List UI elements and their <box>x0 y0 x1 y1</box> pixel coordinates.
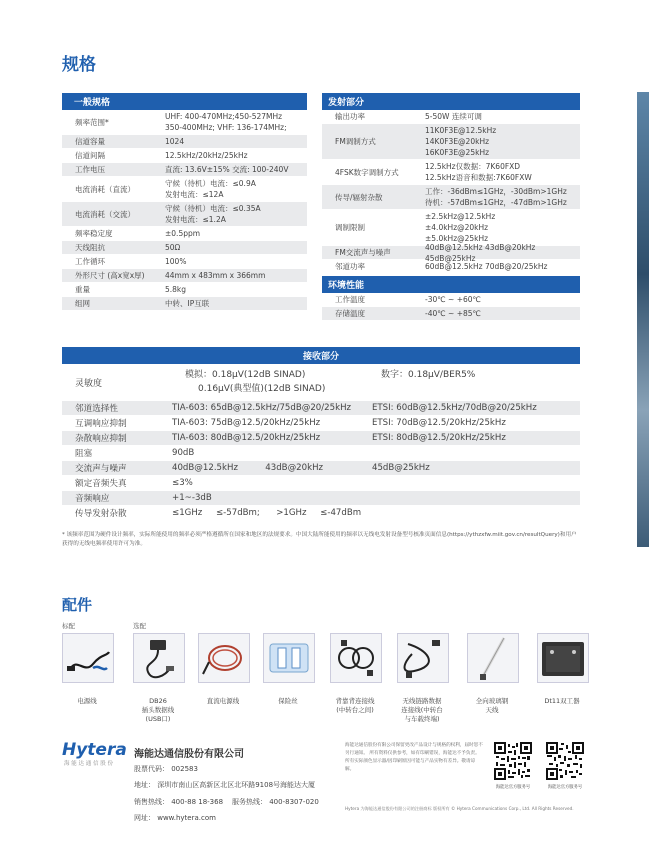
general-spec-value-line: 发射电流：≤1.2A <box>165 215 226 224</box>
transmit-spec-row <box>322 242 580 263</box>
general-spec-value <box>165 283 186 296</box>
transmit-spec-label: FM交流声与噪声 <box>335 248 391 257</box>
receive-spec-row <box>62 476 580 491</box>
general-spec-value-line: 守候（待机）电流：≤0.35A <box>165 204 261 213</box>
receive-spec-value-a: 40dB@12.5kHz 43dB@20kHz <box>172 462 324 473</box>
accessory-image <box>467 633 519 683</box>
accessory-name-line: 全向玻璃钢 <box>475 697 509 705</box>
general-spec-value <box>165 241 180 254</box>
transmit-spec-value-line: 5-50W 连续可调 <box>425 112 482 121</box>
receive-spec-value-a: +1~-3dB <box>172 492 212 503</box>
accessory-name <box>190 697 256 706</box>
general-spec-label: 频率稳定度 <box>75 229 113 238</box>
accessory-name <box>255 697 321 706</box>
transmit-spec-value-line: ±5.0kHz@25kHz <box>425 234 489 243</box>
optional-label: 选配 <box>133 622 146 630</box>
transmit-spec-row <box>322 185 580 210</box>
general-spec-label: 天线阻抗 <box>75 243 105 252</box>
accessory-icon <box>468 634 518 682</box>
general-spec-row <box>62 163 307 177</box>
accessory-name-line: 电源线 <box>77 697 97 705</box>
general-spec-value <box>165 202 261 226</box>
receive-spec-label: 额定音频失真 <box>75 479 127 489</box>
general-spec-value <box>165 269 265 282</box>
receive-spec-row <box>62 446 580 461</box>
hytera-logo-sub: 海 能 达 通 信 股 份 <box>64 761 113 767</box>
general-spec-value <box>165 177 256 201</box>
transmit-spec-value-line: 12.5kHz仅数据：7K60FXD <box>425 162 521 171</box>
accessory-icon <box>538 634 588 682</box>
transmit-spec-table <box>322 93 580 321</box>
accessory-image <box>263 633 315 683</box>
transmit-spec-value <box>425 210 495 245</box>
accessory-name-line: 直流电源线 <box>206 697 240 705</box>
environment-spec-value-line: -30℃ ~ +60℃ <box>425 295 481 304</box>
transmit-spec-value <box>425 185 567 209</box>
transmit-spec-value-line: 14K0F3E@20kHz <box>425 137 490 146</box>
accessory-image <box>330 633 382 683</box>
general-spec-table <box>62 93 307 311</box>
qr-caption-2: 海能达官方服务号 <box>547 785 583 790</box>
general-spec-value-line: 1024 <box>165 137 185 146</box>
receive-spec-label: 邻道选择性 <box>75 404 118 414</box>
qr-caption-1: 海能达官方服务号 <box>495 785 531 790</box>
general-spec-value-line: 直流: 13.6V±15% 交流: 100-240V <box>165 165 289 174</box>
standard-label: 标配 <box>62 622 75 630</box>
receive-spec-value-a: TIA-603: 80dB@12.5/20kHz/25kHz <box>172 432 321 443</box>
receive-spec-value-b: ETSI: 70dB@12.5/20kHz/25kHz <box>372 417 506 428</box>
receive-spec-value-a: ≤1GHz ≤-57dBm; >1GHz ≤-47dBm <box>172 507 362 518</box>
general-spec-row <box>62 297 307 311</box>
stock-code: 股票代码： 002583 <box>134 765 198 773</box>
general-spec-row <box>62 149 307 163</box>
accessory-name-line: 背靠背连接线 <box>335 697 375 705</box>
general-spec-row <box>62 135 307 149</box>
general-spec-value-line: 发射电流：≤12A <box>165 190 224 199</box>
page-title: 规格 <box>62 55 96 75</box>
background-photo-strip <box>637 92 649 547</box>
general-spec-label: 电流消耗（直流） <box>75 184 135 194</box>
general-spec-row <box>62 177 307 202</box>
accessory-name <box>459 697 525 715</box>
sensitivity-digital: 数字：0.18μV/BER5% <box>381 370 476 380</box>
general-spec-row <box>62 241 307 255</box>
general-spec-value-line: 350-400MHz; VHF: 136-174MHz; <box>165 123 287 132</box>
environment-spec-row <box>322 307 580 321</box>
receive-spec-table <box>62 347 580 521</box>
receive-spec-row <box>62 416 580 431</box>
general-spec-value-line: 100% <box>165 257 187 266</box>
copyright-line: Hytera 为海能达通信股份有限公司的注册商标 版权所有 © Hytera Communications Corp., Ltd. All Rights Reserved. <box>345 806 574 811</box>
transmit-spec-value <box>425 110 482 123</box>
transmit-spec-label: 输出功率 <box>335 112 365 121</box>
transmit-spec-row <box>322 124 580 160</box>
company-address: 地址： 深圳市南山区高新区北区北环路9108号海能达大厦 <box>134 781 316 789</box>
accessory-name-line: (中转台之间) <box>336 706 374 714</box>
accessory-name <box>322 697 388 715</box>
environment-spec-value <box>425 307 481 320</box>
receive-spec-label: 传导发射杂散 <box>75 509 127 519</box>
general-spec-value-line: 12.5kHz/20kHz/25kHz <box>165 151 248 160</box>
general-spec-row <box>62 269 307 283</box>
receive-spec-value-b: ETSI: 60dB@12.5kHz/70dB@20/25kHz <box>372 402 537 413</box>
receive-spec-value-b: 45dB@25kHz <box>372 462 430 473</box>
accessories-title: 配件 <box>62 596 93 614</box>
accessory-name-line: 保险丝 <box>278 697 298 705</box>
qr-code-1[interactable] <box>494 742 532 780</box>
transmit-spec-label: 邻道功率 <box>335 262 365 271</box>
receive-spec-row <box>62 431 580 446</box>
receive-spec-row <box>62 491 580 506</box>
receive-spec-label: 音频响应 <box>75 494 110 504</box>
receive-spec-header-label: 接收部分 <box>302 352 339 362</box>
general-spec-label: 频率范围* <box>75 117 109 127</box>
accessory-image <box>133 633 185 683</box>
transmit-spec-value-line: 11K0F3E@12.5kHz <box>425 126 497 135</box>
general-spec-label: 外形尺寸 (高x宽x厚) <box>75 271 145 280</box>
general-spec-value-line: 中转、IP互联 <box>165 299 210 308</box>
general-spec-value <box>165 255 186 268</box>
accessory-icon <box>134 634 184 682</box>
frequency-note: * 该频率范围为硬件设计频率，实际所能使用的频率必须严格遵循所在国家和地区的法规要求。中国大陆所能使用的频率以无线电发射设备型号核准页面信息(https://ythzxfw.miit.gov.cn/resultQuery)和用户获得的无线电频率使用许可为准。 <box>62 532 577 547</box>
receive-spec-header <box>62 347 580 364</box>
general-spec-label: 工作循环 <box>75 257 105 266</box>
transmit-spec-value-line: 16K0F3E@25kHz <box>425 148 490 157</box>
general-spec-label: 信道容量 <box>75 137 105 146</box>
general-spec-value-line: UHF: 400-470MHz;450-527MHz <box>165 112 283 121</box>
receive-spec-row <box>62 506 580 521</box>
accessory-image <box>537 633 589 683</box>
receive-spec-value-b: ETSI: 80dB@12.5/20kHz/25kHz <box>372 432 506 443</box>
accessory-name-line: 天线 <box>485 706 499 714</box>
general-spec-value <box>165 110 287 134</box>
accessory-image <box>397 633 449 683</box>
environment-spec-value-line: -40℃ ~ +85℃ <box>425 309 481 318</box>
accessory-name-line: Dt11双工器 <box>544 697 580 705</box>
transmit-spec-header <box>322 93 580 110</box>
general-spec-row <box>62 283 307 297</box>
general-spec-value-line: ±0.5ppm <box>165 229 201 238</box>
transmit-spec-value-line: 60dB@12.5kHz 70dB@20/25kHz <box>425 262 548 271</box>
general-spec-row <box>62 202 307 227</box>
company-name: 海能达通信股份有限公司 <box>134 749 244 760</box>
general-spec-value <box>165 135 184 148</box>
environment-spec-label: 工作温度 <box>335 295 365 304</box>
general-spec-row <box>62 255 307 269</box>
accessory-name <box>389 697 455 724</box>
general-spec-value <box>165 227 200 240</box>
service-hotline: 服务热线： 400-8307-020 <box>232 798 319 806</box>
accessory-name-line: 插头数据线 <box>141 706 175 714</box>
receive-spec-row <box>62 461 580 476</box>
accessory-name-line: 与车载终端) <box>404 715 440 723</box>
general-spec-label: 组网 <box>75 299 90 308</box>
transmit-spec-header-label: 发射部分 <box>328 98 365 108</box>
sensitivity-row <box>62 364 580 401</box>
hytera-logo: Hytera <box>62 740 127 760</box>
accessory-name-line: 无线链路数据 <box>402 697 442 705</box>
accessory-name <box>125 697 191 724</box>
sensitivity-analog-1: 模拟：0.18μV(12dB SINAD) <box>185 370 306 380</box>
transmit-spec-value <box>425 260 547 273</box>
accessory-name-line: DB26 <box>149 697 167 705</box>
environment-spec-value <box>425 293 481 306</box>
general-spec-value <box>165 297 209 310</box>
general-spec-row <box>62 227 307 241</box>
general-spec-value-line: 50Ω <box>165 243 181 252</box>
general-spec-value-line: 44mm x 483mm x 366mm <box>165 271 266 280</box>
environment-spec-label: 存储温度 <box>335 309 365 318</box>
transmit-spec-row <box>322 110 580 124</box>
sensitivity-label: 灵敏度 <box>75 378 103 389</box>
general-spec-label: 信道间隔 <box>75 151 105 160</box>
receive-spec-value-a: TIA-603: 75dB@12.5/20kHz/25kHz <box>172 417 321 428</box>
receive-spec-value-a: TIA-603: 65dB@12.5kHz/75dB@20/25kHz <box>172 402 352 413</box>
general-spec-value <box>165 149 248 162</box>
sales-hotline: 销售热线： 400-88 18-368 <box>134 798 224 806</box>
environment-spec-header <box>322 276 580 293</box>
general-spec-value-line: 守候（待机）电流：≤0.9A <box>165 179 256 188</box>
legal-notice: 海能达通信股份有限公司保留更改产品设计与规格的权利，届时恕不另行通知。 所有资料仅供参考，如有印刷错误，海能达不予负责。所有实际颜色显示器/因印刷原因可能与产品实物有差异。敬请谅解。 <box>345 743 483 772</box>
qr-code-icon <box>546 742 584 780</box>
transmit-spec-value <box>425 242 580 263</box>
accessory-icon <box>199 634 249 682</box>
transmit-spec-value-line: ±4.0kHz@20kHz <box>425 223 489 232</box>
transmit-spec-label: 调制限制 <box>335 223 365 232</box>
receive-spec-label: 互调响应抑制 <box>75 419 127 429</box>
accessory-name <box>529 697 595 706</box>
transmit-spec-value-line: 待机：-57dBm≤1GHz，-47dBm>1GHz <box>425 198 567 207</box>
transmit-spec-value <box>425 160 532 184</box>
accessory-icon <box>398 634 448 682</box>
accessory-name <box>54 697 120 706</box>
receive-spec-value-a: ≤3% <box>172 477 193 488</box>
transmit-spec-value-line: 12.5kHz语音和数据:7K60FXW <box>425 173 532 182</box>
transmit-spec-row <box>322 260 580 274</box>
accessory-name-line: (USB口) <box>145 715 171 723</box>
receive-spec-row <box>62 401 580 416</box>
receive-spec-label: 阻塞 <box>75 449 93 459</box>
general-spec-header-label: 一般规格 <box>74 98 111 108</box>
transmit-spec-row <box>322 160 580 185</box>
general-spec-label: 电流消耗（交流） <box>75 209 135 219</box>
receive-spec-label: 杂散响应抑制 <box>75 434 127 444</box>
general-spec-row <box>62 110 307 135</box>
general-spec-value-line: 5.8kg <box>165 285 187 294</box>
environment-spec-row <box>322 293 580 307</box>
website-link[interactable]: 网址： www.hytera.com <box>134 814 216 822</box>
transmit-spec-value-line: 40dB@12.5kHz 43dB@20kHz 45dB@25kHz <box>425 242 536 263</box>
transmit-spec-label: 传导/辐射杂散 <box>335 192 383 202</box>
receive-spec-label: 交流声与噪声 <box>75 464 127 474</box>
transmit-spec-label: FM调制方式 <box>335 137 376 146</box>
qr-code-2[interactable] <box>546 742 584 780</box>
environment-spec-header-label: 环境性能 <box>328 281 365 291</box>
transmit-spec-value-line: 工作：-36dBm≤1GHz，-30dBm>1GHz <box>425 187 567 196</box>
accessory-image <box>198 633 250 683</box>
accessory-image <box>62 633 114 683</box>
sensitivity-analog-2: 0.16μV(典型值)(12dB SINAD) <box>198 384 326 394</box>
general-spec-header <box>62 93 307 110</box>
accessory-icon <box>264 634 314 682</box>
transmit-spec-label: 4FSK数字调制方式 <box>335 167 399 177</box>
transmit-spec-value-line: ±2.5kHz@12.5kHz <box>425 212 496 221</box>
general-spec-value <box>165 163 288 176</box>
accessory-icon <box>331 634 381 682</box>
accessory-name-line: 连接线(中转台 <box>401 706 443 714</box>
receive-spec-value-a: 90dB <box>172 447 195 458</box>
transmit-spec-value <box>425 124 496 159</box>
general-spec-label: 工作电压 <box>75 165 105 174</box>
qr-code-icon <box>494 742 532 780</box>
general-spec-label: 重量 <box>75 285 90 294</box>
accessory-icon <box>63 634 113 682</box>
